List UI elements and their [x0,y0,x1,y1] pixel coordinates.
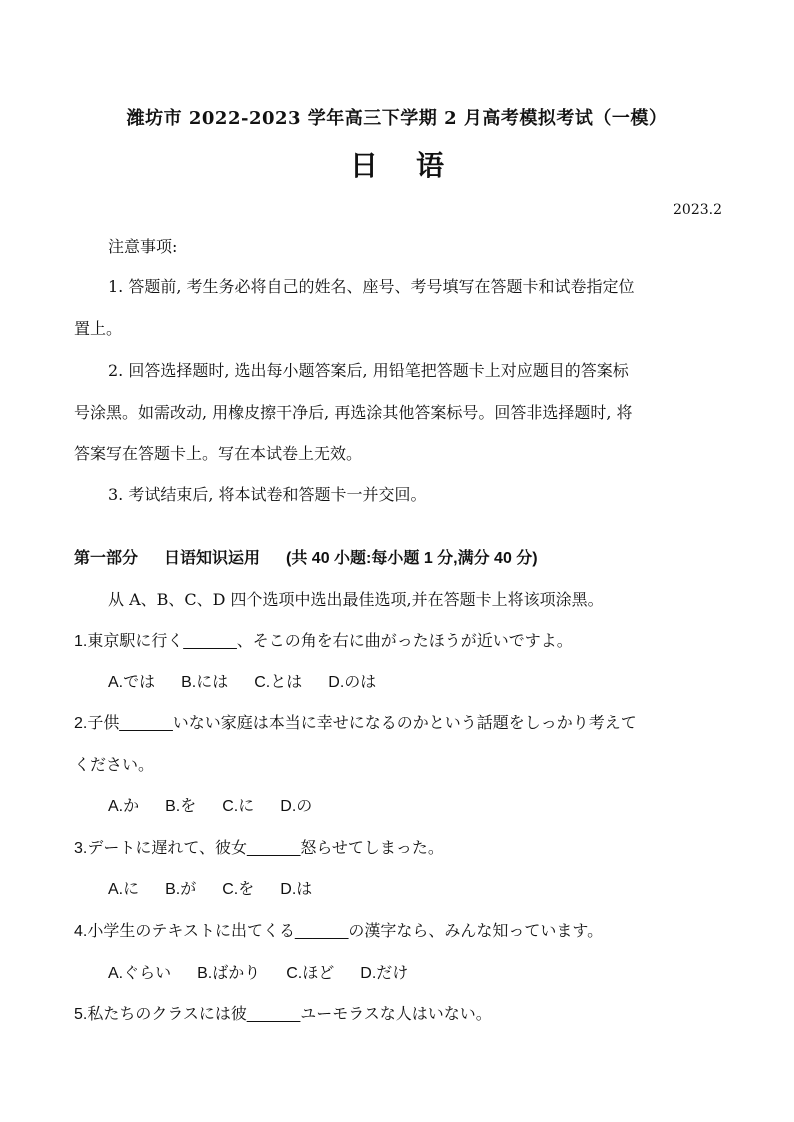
option: A.では [108,674,156,691]
option: D.のは [328,674,377,691]
option: B.が [165,881,197,898]
option: B.ばかり [197,965,261,982]
option: C.とは [254,674,303,691]
section-heading [74,545,538,568]
section-name: 日语知识运用 [164,550,261,567]
option: C.を [222,881,255,898]
option: B.を [165,798,197,815]
notice-line: 答案写在答题卡上。写在本试卷上无效。 [74,444,363,463]
notice-heading: 注意事项: [108,237,178,256]
option: C.に [222,798,255,815]
question-2: 2.子供______いない家庭は本当に幸せになるのかという話題をしっかり考えて [74,715,637,732]
option: D.の [280,798,313,815]
notice-line: 2. 回答选择题时, 选出每小题答案后, 用铅笔把答题卡上对应题目的答案标 [108,361,629,380]
notice-line: 号涂黑。如需改动, 用橡皮擦干净后, 再选涂其他答案标号。回答非选择题时, 将 [74,403,633,422]
options-4 [108,960,434,983]
option: A.か [108,798,140,815]
subject-title: 日语 [349,149,482,182]
option: C.ほど [286,965,335,982]
question-1: 1.東京駅に行く______、そこの角を右に曲がったほうが近いですよ。 [74,633,573,650]
option: A.に [108,881,140,898]
option: D.だけ [360,965,409,982]
exam-title: 潍坊市 2022-2023 学年高三下学期 2 月高考模拟考试（一模） [126,108,668,129]
section-part: 第一部分 [74,550,139,567]
notice-line: 3. 考试结束后, 将本试卷和答题卡一并交回。 [108,485,427,504]
section-score: (共 40 小题:每小题 1 分,满分 40 分) [286,550,538,567]
options-3 [108,876,338,899]
option: A.ぐらい [108,965,172,982]
options-2 [108,793,338,816]
options-1 [108,669,402,692]
section-instruction: 从 A、B、C、D 四个选项中选出最佳选项,并在答题卡上将该项涂黑。 [108,590,604,609]
notice-line: 1. 答题前, 考生务必将自己的姓名、座号、考号填写在答题卡和试卷指定位 [108,277,635,296]
question-4: 4.小学生のテキストに出てくる______の漢字なら、みんな知っています。 [74,923,604,940]
question-2-cont: ください。 [74,757,155,774]
exam-date: 2023.2 [673,202,722,218]
question-5: 5.私たちのクラスには彼______ユーモラスな人はいない。 [74,1006,492,1023]
option: B.には [181,674,229,691]
option: D.は [280,881,313,898]
question-3: 3.デートに遅れて、彼女______怒らせてしまった。 [74,840,444,857]
notice-line: 置上。 [74,319,123,338]
